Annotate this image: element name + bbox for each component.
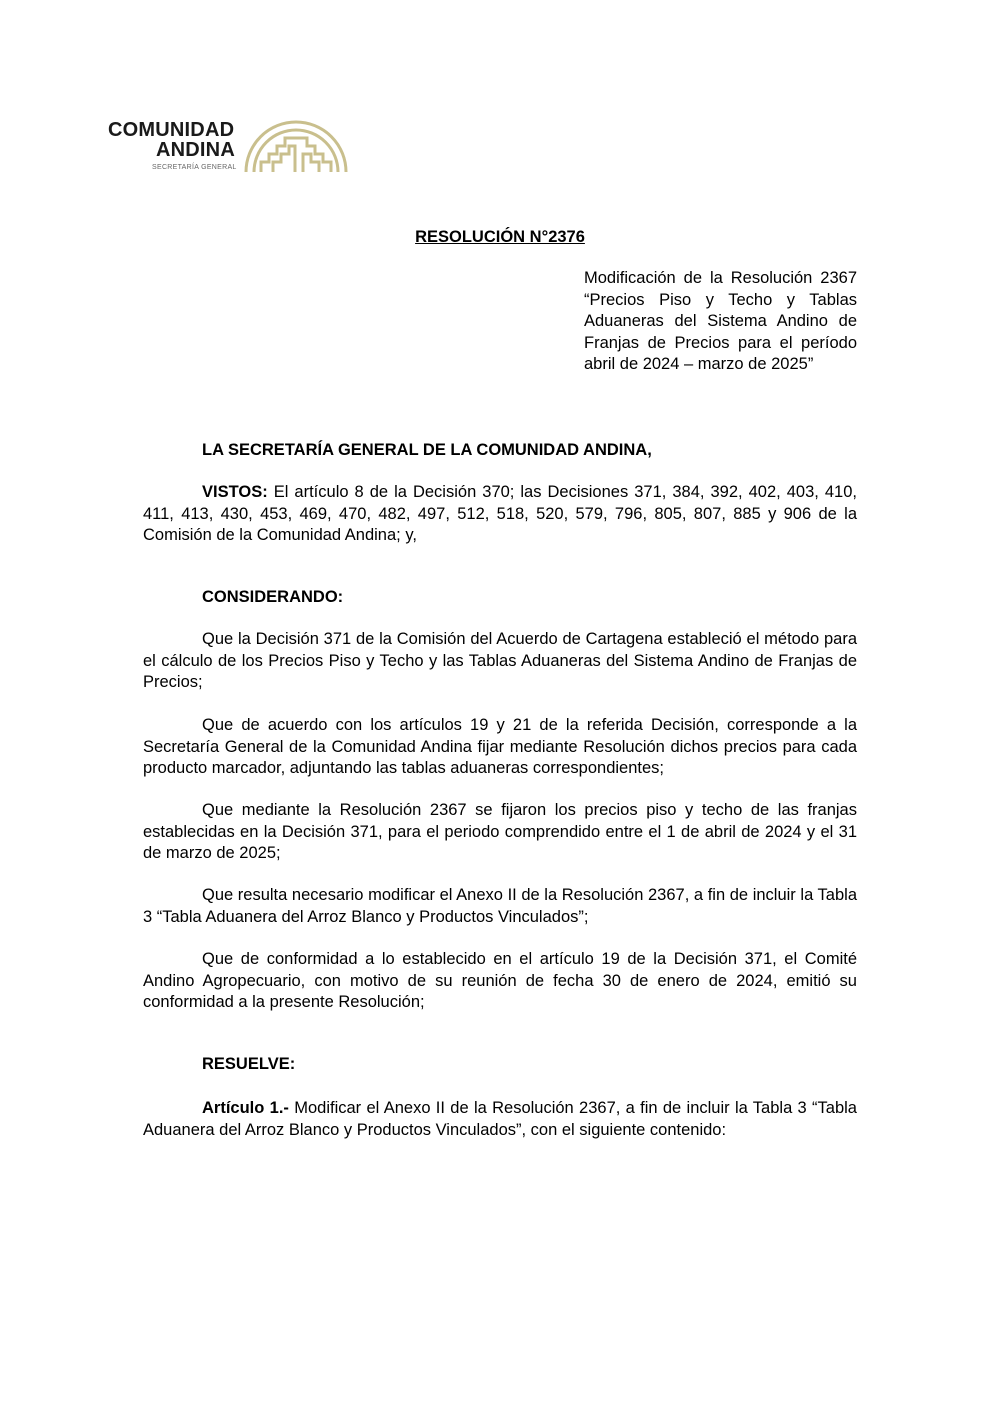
issuing-authority: LA SECRETARÍA GENERAL DE LA COMUNIDAD ANDINA, bbox=[202, 441, 652, 459]
vistos-text: El artículo 8 de la Decisión 370; las Decisiones 371, 384, 392, 402, 403, 410, 411, 413, 430, 453, 469, 470, 482, 497, 512, 518, 520, 579, 796, 805, 807, 885 y 906 de la Comisión de la Comunidad Andina; y, bbox=[143, 483, 857, 544]
vistos-label: VISTOS: bbox=[202, 483, 268, 501]
logo-line-3: SECRETARÍA GENERAL bbox=[152, 164, 237, 171]
considerando-paragraph-5: Que de conformidad a lo establecido en el artículo 19 de la Decisión 371, el Comité Andino Agropecuario, con motivo de su reunión de fecha 30 de enero de 2024, emitió su conformidad a la presente Resolución; bbox=[143, 950, 857, 1011]
article-1-label: Artículo 1.- bbox=[202, 1099, 289, 1117]
article-1-paragraph bbox=[143, 1098, 857, 1141]
article-1-text: Modificar el Anexo II de la Resolución 2367, a fin de incluir la Tabla 3 “Tabla Aduanera del Arroz Blanco y Productos Vinculados”, con el siguiente contenido: bbox=[143, 1099, 857, 1139]
andean-arch-icon bbox=[243, 118, 349, 174]
resolution-subject: Modificación de la Resolución 2367 “Precios Piso y Techo y Tablas Aduaneras del Sistema Andino de Franjas de Precios para el período abril de 2024 – marzo de 2025” bbox=[584, 269, 857, 373]
considerando-paragraph-2: Que de acuerdo con los artículos 19 y 21 de la referida Decisión, corresponde a la Secretaría General de la Comunidad Andina fijar mediante Resolución dichos precios para cada producto marcador, adjuntando las tablas aduaneras correspondientes; bbox=[143, 716, 857, 777]
considerando-paragraph-4: Que resulta necesario modificar el Anexo II de la Resolución 2367, a fin de incluir la Tabla 3 “Tabla Aduanera del Arroz Blanco y Productos Vinculados”; bbox=[143, 886, 857, 926]
resolution-title: RESOLUCIÓN N°2376 bbox=[415, 228, 585, 246]
logo-line-1: COMUNIDAD bbox=[108, 119, 235, 141]
logo-line-2: ANDINA bbox=[156, 139, 235, 161]
vistos-paragraph bbox=[143, 482, 857, 547]
considerando-paragraph-1: Que la Decisión 371 de la Comisión del Acuerdo de Cartagena estableció el método para el cálculo de los Precios Piso y Techo y las Tablas Aduaneras del Sistema Andino de Franjas de Precios; bbox=[143, 630, 857, 691]
resuelve-heading: RESUELVE: bbox=[202, 1055, 296, 1073]
considerando-heading: CONSIDERANDO: bbox=[202, 588, 344, 606]
comunidad-andina-logo bbox=[108, 118, 348, 180]
considerando-paragraph-3: Que mediante la Resolución 2367 se fijaron los precios piso y techo de las franjas establecidas en la Decisión 371, para el periodo comprendido entre el 1 de abril de 2024 y el 31 de marzo de 2025; bbox=[143, 801, 857, 862]
